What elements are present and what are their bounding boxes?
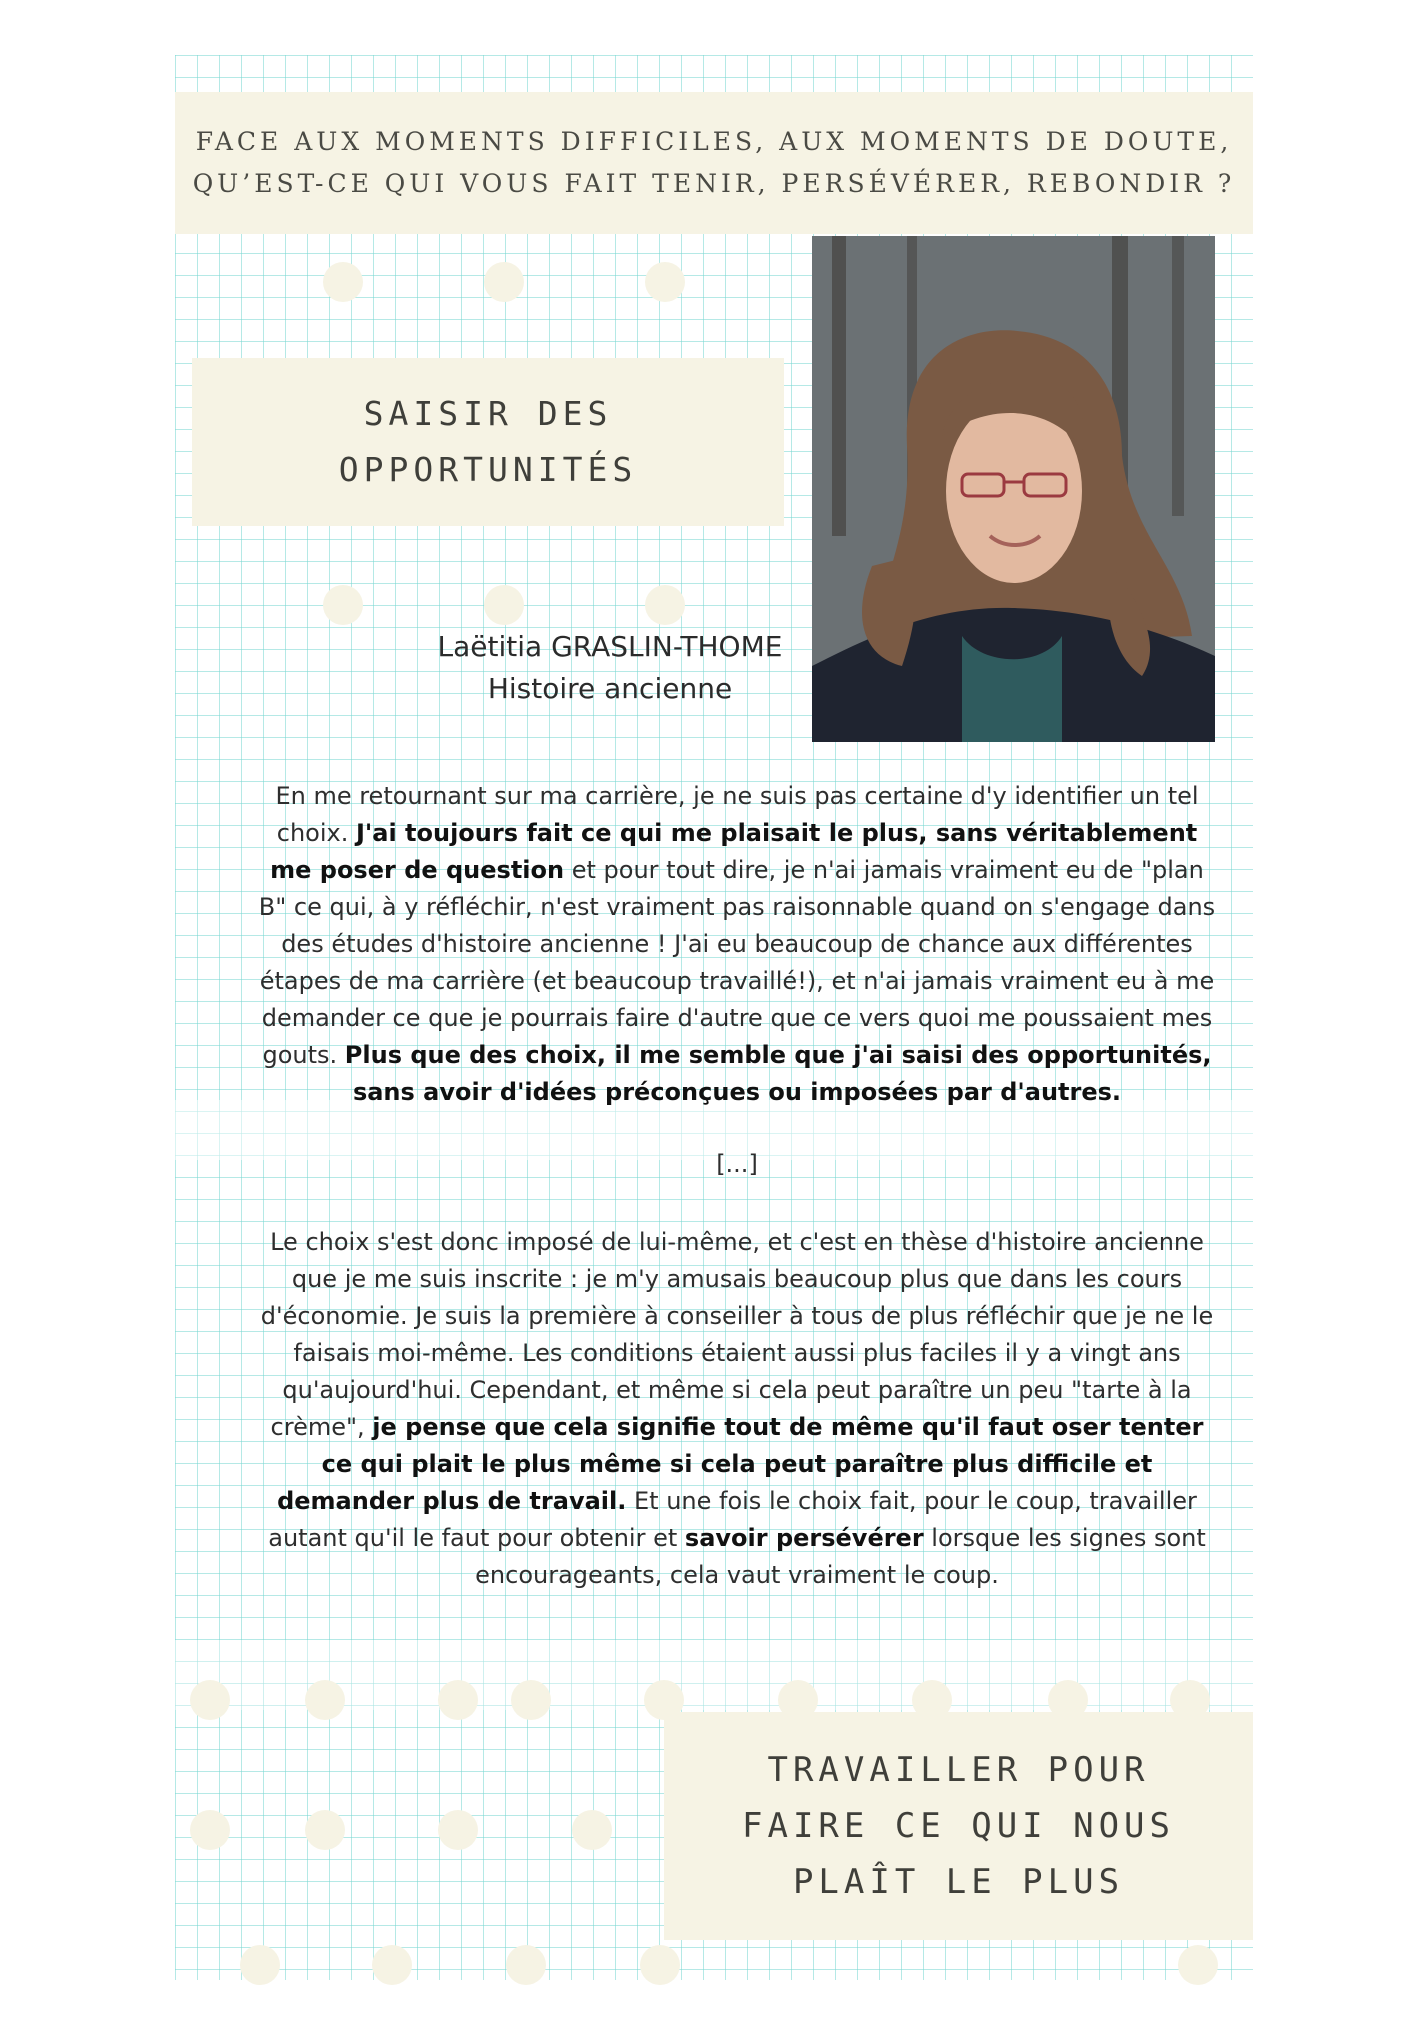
testimony-paragraph bbox=[258, 1224, 1216, 1594]
decorative-dot bbox=[1178, 1945, 1218, 1985]
emphasized-text: J'ai toujours fait ce qui me plaisait le plus, sans véritablement me poser de question bbox=[270, 819, 1198, 884]
emphasized-text: Plus que des choix, il me semble que j'ai saisi des opportunités, sans avoir d'idées préconçues ou imposées par d'autres. bbox=[344, 1041, 1212, 1106]
decorative-dot bbox=[305, 1680, 345, 1720]
decorative-dot bbox=[305, 1810, 345, 1850]
question-line: FACE AUX MOMENTS DIFFICILES, AUX MOMENTS DE DOUTE, bbox=[195, 127, 1233, 156]
text-run: Et une fois le choix fait, pour le coup, travailler autant qu'il le faut pour obtenir et bbox=[268, 1487, 1197, 1552]
decorative-dot bbox=[645, 585, 685, 625]
decorative-dot bbox=[190, 1810, 230, 1850]
decorative-dot bbox=[506, 1945, 546, 1985]
text-run: Le choix s'est donc imposé de lui-même, et c'est en thèse d'histoire ancienne que je me suis inscrite : je m'y amusais beaucoup plus que dans les cours d'économie. Je suis la première à conseiller à tous de plus réfléchir que je ne le faisais moi-même. Les conditions étaient aussi plus faciles il y a vingt ans qu'aujourd'hui. Cependant, et même si cela peut paraître un peu "tarte à la crème", bbox=[260, 1228, 1214, 1441]
question-banner bbox=[175, 92, 1253, 234]
omission-marker: [...] bbox=[716, 1150, 758, 1178]
emphasized-text: savoir persévérer bbox=[684, 1524, 924, 1552]
decorative-dot bbox=[572, 1810, 612, 1850]
decorative-dot bbox=[323, 262, 363, 302]
author-field: Histoire ancienne bbox=[487, 672, 733, 705]
section-title-line: OPPORTUNITÉS bbox=[338, 450, 638, 489]
decorative-dot bbox=[438, 1680, 478, 1720]
closing-title bbox=[742, 1742, 1175, 1910]
decorative-dot bbox=[484, 262, 524, 302]
closing-title-line: FAIRE CE QUI NOUS bbox=[742, 1806, 1175, 1846]
question-line: QU’EST-CE QUI VOUS FAIT TENIR, PERSÉVÉRER, REBONDIR ? bbox=[192, 169, 1236, 198]
testimony-paragraph bbox=[258, 778, 1216, 1111]
text-run: et pour tout dire, je n'ai jamais vraiment eu de "plan B" ce qui, à y réfléchir, n'est vraiment pas raisonnable quand on s'engage dans des études d'histoire ancienne ! J'ai eu beaucoup de chance aux différentes étapes de ma carrière (et beaucoup travaillé!), et n'ai jamais vraiment eu à me demander ce que je pourrais faire d'autre que ce vers quoi me poussaient mes gouts. bbox=[258, 856, 1216, 1069]
author-caption bbox=[420, 626, 800, 710]
emphasized-text: je pense que cela signifie tout de même qu'il faut oser tenter ce qui plait le plus même si cela peut paraître plus difficile et demander plus de travail. bbox=[277, 1413, 1204, 1515]
text-run: lorsque les signes sont encourageants, cela vaut vraiment le coup. bbox=[475, 1524, 1206, 1589]
decorative-dot bbox=[190, 1680, 230, 1720]
author-portrait-photo bbox=[812, 236, 1215, 742]
decorative-dot bbox=[323, 585, 363, 625]
author-name: Laëtitia GRASLIN-THOME bbox=[437, 630, 783, 663]
decorative-dot bbox=[645, 262, 685, 302]
decorative-dot bbox=[640, 1945, 680, 1985]
text-run: En me retournant sur ma carrière, je ne suis pas certaine d'y identifier un tel choix. bbox=[275, 782, 1199, 847]
section-title-banner bbox=[192, 358, 784, 526]
decorative-dot bbox=[511, 1680, 551, 1720]
decorative-dot bbox=[372, 1945, 412, 1985]
portrait-illustration bbox=[812, 236, 1215, 742]
section-title-line: SAISIR DES bbox=[363, 394, 613, 433]
section-title bbox=[339, 386, 637, 498]
closing-title-line: TRAVAILLER POUR bbox=[767, 1750, 1150, 1790]
question-text bbox=[193, 121, 1236, 205]
decorative-dot bbox=[240, 1945, 280, 1985]
closing-title-line: PLAÎT LE PLUS bbox=[792, 1862, 1125, 1902]
closing-title-banner bbox=[664, 1712, 1253, 1940]
decorative-dot bbox=[438, 1810, 478, 1850]
decorative-dot bbox=[484, 585, 524, 625]
